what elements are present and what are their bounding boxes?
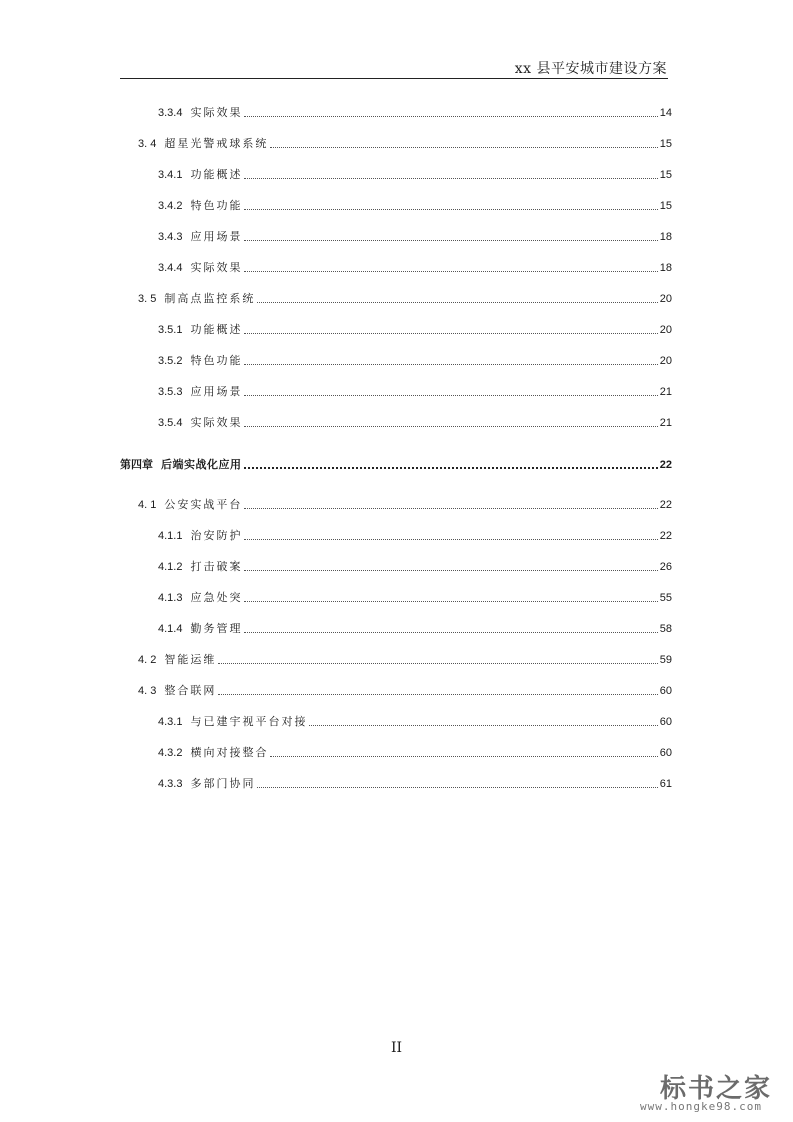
toc-entry-page: 18 [659, 262, 672, 274]
toc-entry-page: 15 [659, 169, 672, 181]
toc-entry-label: 横向对接整合 [190, 746, 269, 759]
toc-entry-number: 4.1.4 [158, 623, 183, 635]
toc-leader-dots [244, 178, 657, 179]
toc-leader-dots [218, 663, 657, 664]
toc-entry-page: 60 [659, 747, 672, 759]
toc-entry-number: 4.1.1 [158, 530, 183, 542]
toc-entry-label: 应用场景 [190, 230, 243, 243]
toc-leader-dots [270, 147, 657, 148]
toc-entry-label: 实际效果 [190, 416, 243, 429]
toc-entry[interactable] [138, 288, 672, 306]
toc-entry-label: 公安实战平台 [164, 498, 243, 511]
toc-entry-page: 26 [659, 561, 672, 573]
toc-entry-label: 与已建宇视平台对接 [190, 715, 308, 728]
toc-leader-dots [244, 426, 657, 427]
toc-entry[interactable] [158, 164, 672, 182]
toc-entry-number: 4. 3 [138, 685, 157, 697]
toc-entry-number: 4.3.3 [158, 778, 183, 790]
toc-entry[interactable] [158, 102, 672, 120]
toc-entry[interactable] [158, 742, 672, 760]
toc-entry-number: 3.5.1 [158, 324, 183, 336]
toc-entry-number: 第四章 [120, 458, 153, 471]
toc-entry[interactable] [158, 226, 672, 244]
toc-leader-dots [244, 632, 657, 633]
document-title: xx 县平安城市建设方案 [514, 61, 667, 77]
toc-entry[interactable] [158, 711, 672, 729]
toc-entry-label: 整合联网 [164, 684, 217, 697]
toc-entry-number: 4. 1 [138, 499, 157, 511]
toc-entry-number: 4.3.1 [158, 716, 183, 728]
toc-entry-label: 功能概述 [190, 323, 243, 336]
watermark-url: www.hongke98.com [640, 1100, 762, 1113]
toc-leader-dots [244, 508, 657, 509]
toc-entry-label: 特色功能 [190, 199, 243, 212]
toc-entry-label: 特色功能 [190, 354, 243, 367]
toc-leader-dots [244, 271, 657, 272]
toc-entry-page: 60 [659, 716, 672, 728]
toc-entry-number: 3.3.4 [158, 107, 183, 119]
toc-entry-label: 应用场景 [190, 385, 243, 398]
toc-entry-label: 多部门协同 [190, 777, 256, 790]
toc-entry-label: 智能运维 [164, 653, 217, 666]
toc-entry-label: 实际效果 [190, 106, 243, 119]
toc-entry-number: 3.5.4 [158, 417, 183, 429]
toc-entry-label: 制高点监控系统 [164, 292, 256, 305]
toc-entry-page: 55 [659, 592, 672, 604]
watermark-logo: 标书之家 [660, 1074, 773, 1104]
toc-leader-dots [244, 364, 657, 365]
toc-entry-page: 15 [659, 138, 672, 150]
toc-leader-dots [244, 209, 657, 210]
toc-entry-number: 4.3.2 [158, 747, 183, 759]
toc-entry-number: 3. 4 [138, 138, 157, 150]
toc-entry-page: 61 [659, 778, 672, 790]
toc-entry-number: 3.4.2 [158, 200, 183, 212]
toc-entry-number: 3.4.1 [158, 169, 183, 181]
toc-entry[interactable] [158, 587, 672, 605]
toc-entry[interactable] [158, 319, 672, 337]
toc-entry-page: 22 [659, 459, 672, 471]
toc-entry-page: 59 [659, 654, 672, 666]
toc-leader-dots [244, 570, 657, 571]
header-divider [120, 78, 668, 79]
toc-leader-dots [257, 787, 657, 788]
toc-entry-page: 21 [659, 417, 672, 429]
toc-entry-page: 20 [659, 324, 672, 336]
toc-entry-page: 20 [659, 355, 672, 367]
toc-leader-dots [270, 756, 657, 757]
toc-leader-dots [244, 240, 657, 241]
toc-entry[interactable] [138, 133, 672, 151]
toc-leader-dots [244, 539, 657, 540]
page-number: II [390, 1040, 403, 1056]
toc-entry-number: 3. 5 [138, 293, 157, 305]
toc-leader-dots [257, 302, 657, 303]
toc-entry[interactable] [158, 412, 672, 430]
toc-entry-page: 21 [659, 386, 672, 398]
toc-entry[interactable] [158, 257, 672, 275]
toc-entry-label: 实际效果 [190, 261, 243, 274]
toc-leader-dots [244, 116, 657, 117]
toc-entry-page: 14 [659, 107, 672, 119]
toc-entry-page: 22 [659, 499, 672, 511]
toc-entry-page: 20 [659, 293, 672, 305]
toc-leader-dots [244, 395, 657, 396]
toc-entry-page: 60 [659, 685, 672, 697]
toc-entry-number: 4.1.2 [158, 561, 183, 573]
toc-entry-page: 15 [659, 200, 672, 212]
toc-entry-label: 勤务管理 [190, 622, 243, 635]
toc-entry-number: 3.5.3 [158, 386, 183, 398]
toc-entry[interactable] [158, 773, 672, 791]
toc-entry-number: 3.5.2 [158, 355, 183, 367]
toc-entry[interactable] [158, 350, 672, 368]
toc-entry-label: 超星光警戒球系统 [164, 137, 269, 150]
toc-entry[interactable] [138, 680, 672, 698]
toc-entry-number: 3.4.3 [158, 231, 183, 243]
toc-entry[interactable] [158, 618, 672, 636]
toc-entry-number: 3.4.4 [158, 262, 183, 274]
toc-entry-label: 应急处突 [190, 591, 243, 604]
toc-entry[interactable] [120, 454, 672, 472]
toc-entry-page: 18 [659, 231, 672, 243]
toc-entry[interactable] [158, 195, 672, 213]
toc-entry[interactable] [138, 649, 672, 667]
toc-entry-page: 22 [659, 530, 672, 542]
toc-entry-label: 功能概述 [190, 168, 243, 181]
toc-leader-dots [244, 333, 657, 334]
toc-leader-dots [309, 725, 657, 726]
toc-entry[interactable] [158, 525, 672, 543]
toc-leader-dots [244, 467, 658, 469]
toc-entry-label: 打击破案 [190, 560, 243, 573]
toc-entry-label: 后端实战化应用 [161, 458, 242, 471]
toc-entry-label: 治安防护 [190, 529, 243, 542]
toc-entry[interactable] [138, 494, 672, 512]
toc-entry[interactable] [158, 381, 672, 399]
toc-entry-number: 4.1.3 [158, 592, 183, 604]
toc-entry-number: 4. 2 [138, 654, 157, 666]
toc-leader-dots [244, 601, 657, 602]
toc-entry[interactable] [158, 556, 672, 574]
toc-entry-page: 58 [659, 623, 672, 635]
toc-leader-dots [218, 694, 657, 695]
